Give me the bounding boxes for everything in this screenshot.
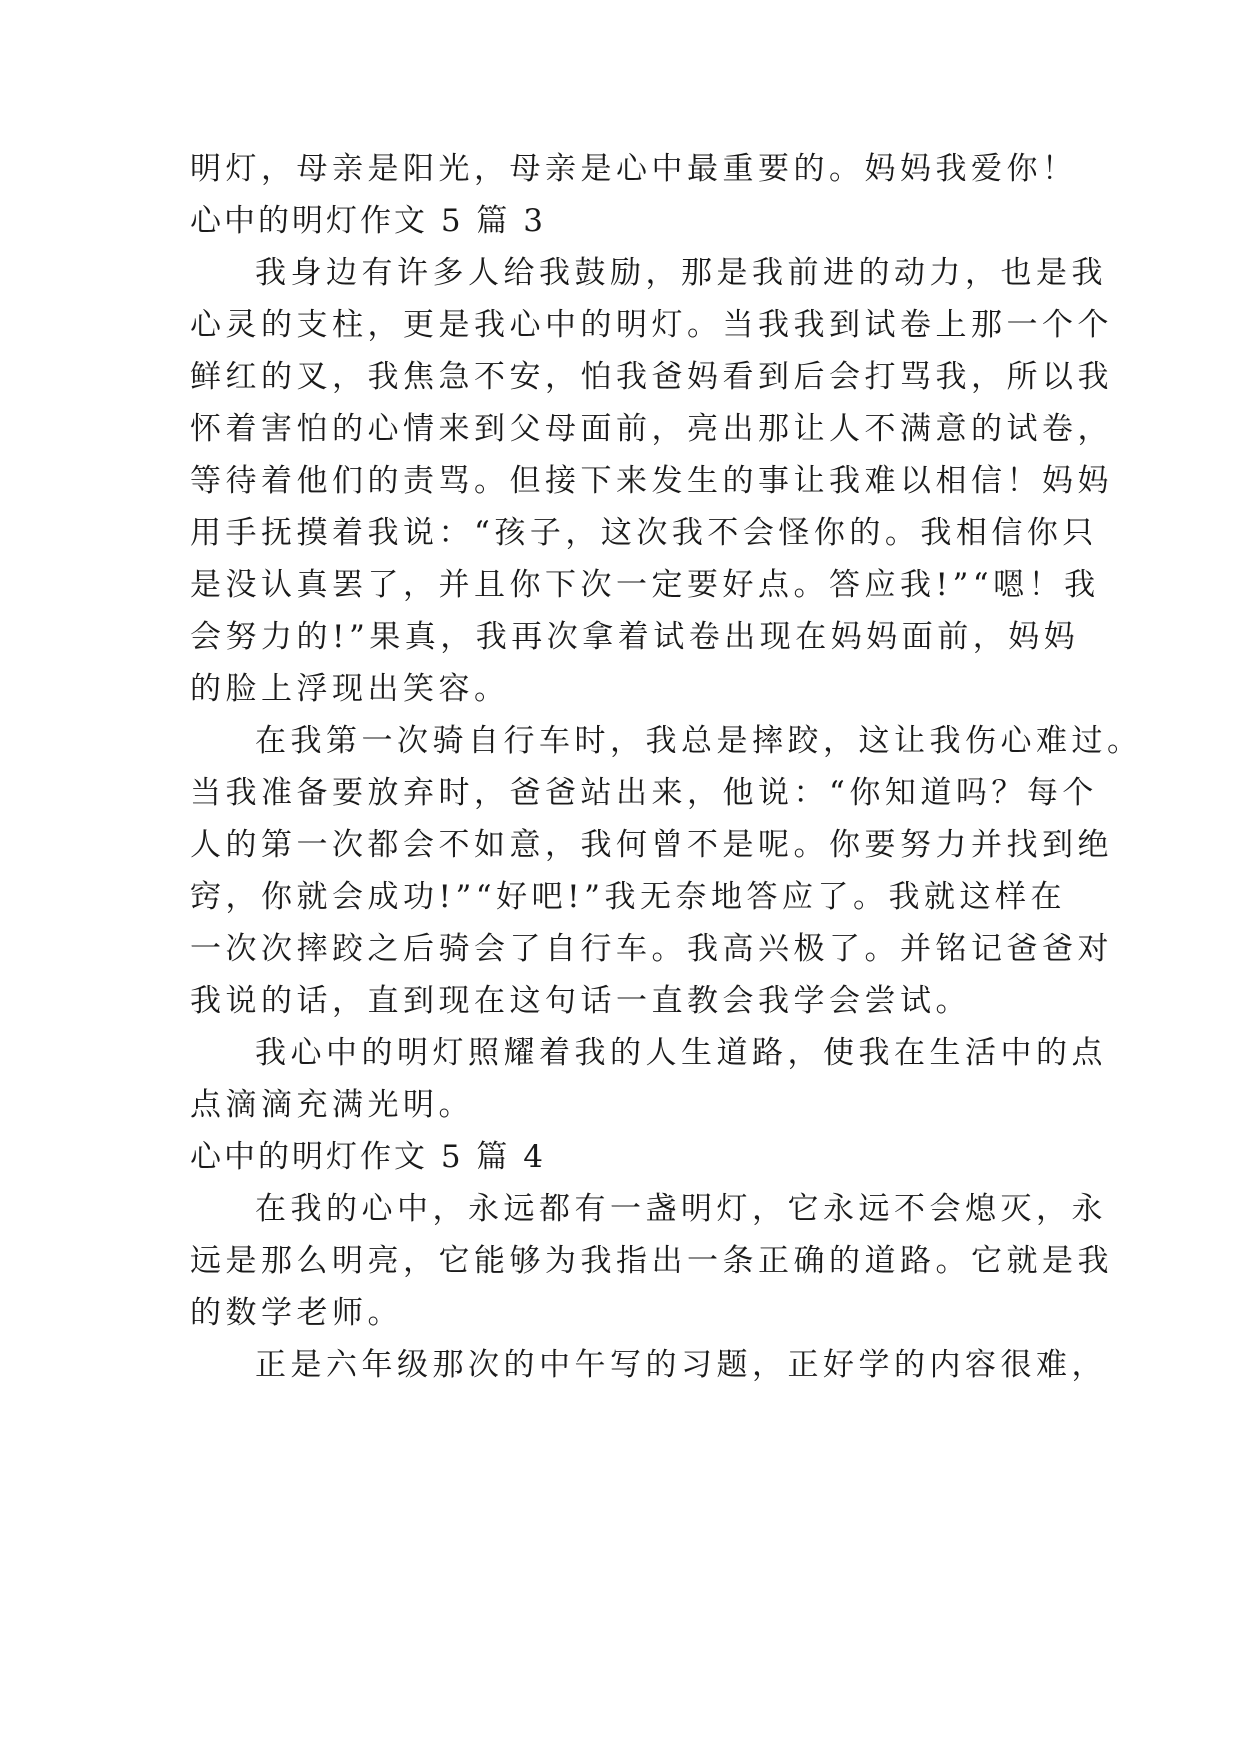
paragraph-line: 窍，你就会成功!”“好吧!”我无奈地答应了。我就这样在 — [190, 879, 1066, 915]
paragraph-line: 远是那么明亮，它能够为我指出一条正确的道路。它就是我 — [190, 1243, 1113, 1279]
paragraph-line: 明灯，母亲是阳光，母亲是心中最重要的。妈妈我爱你！ — [190, 151, 1078, 187]
paragraph-line: 等待着他们的责骂。但接下来发生的事让我难以相信！妈妈 — [190, 463, 1113, 499]
paragraph-line: 是没认真罢了，并且你下次一定要好点。答应我!”“嗯！我 — [190, 567, 1100, 603]
paragraph-line: 会努力的!”果真，我再次拿着试卷出现在妈妈面前，妈妈 — [190, 619, 1080, 655]
paragraph-line: 正是六年级那次的中午写的习题，正好学的内容很难， — [255, 1347, 1107, 1383]
paragraph-line: 我说的话，直到现在这句话一直教会我学会尝试。 — [190, 983, 971, 1019]
paragraph-line: 我身边有许多人给我鼓励，那是我前进的动力，也是我 — [255, 255, 1107, 291]
section-heading: 心中的明灯作文 5 篇 3 — [190, 203, 547, 239]
paragraph-line: 点滴滴充满光明。 — [190, 1087, 474, 1123]
section-heading: 心中的明灯作文 5 篇 4 — [190, 1139, 547, 1175]
paragraph-line: 心灵的支柱，更是我心中的明灯。当我我到试卷上那一个个 — [190, 307, 1113, 343]
paragraph-line: 一次次摔跤之后骑会了自行车。我高兴极了。并铭记爸爸对 — [190, 931, 1113, 967]
paragraph-line: 当我准备要放弃时，爸爸站出来，他说：“你知道吗？每个 — [190, 775, 1098, 811]
paragraph-line: 在我第一次骑自行车时，我总是摔跤，这让我伤心难过。 — [255, 723, 1143, 759]
paragraph-line: 用手抚摸着我说：“孩子，这次我不会怪你的。我相信你只 — [190, 515, 1098, 551]
paragraph-line: 鲜红的叉，我焦急不安，怕我爸妈看到后会打骂我，所以我 — [190, 359, 1113, 395]
paragraph-line: 的数学老师。 — [190, 1295, 403, 1331]
paragraph-line: 怀着害怕的心情来到父母面前，亮出那让人不满意的试卷， — [190, 411, 1113, 447]
paragraph-line: 在我的心中，永远都有一盏明灯，它永远不会熄灭，永 — [255, 1191, 1107, 1227]
paragraph-line: 人的第一次都会不如意，我何曾不是呢。你要努力并找到绝 — [190, 827, 1113, 863]
paragraph-line: 我心中的明灯照耀着我的人生道路，使我在生活中的点 — [255, 1035, 1107, 1071]
paragraph-line: 的脸上浮现出笑容。 — [190, 671, 510, 707]
